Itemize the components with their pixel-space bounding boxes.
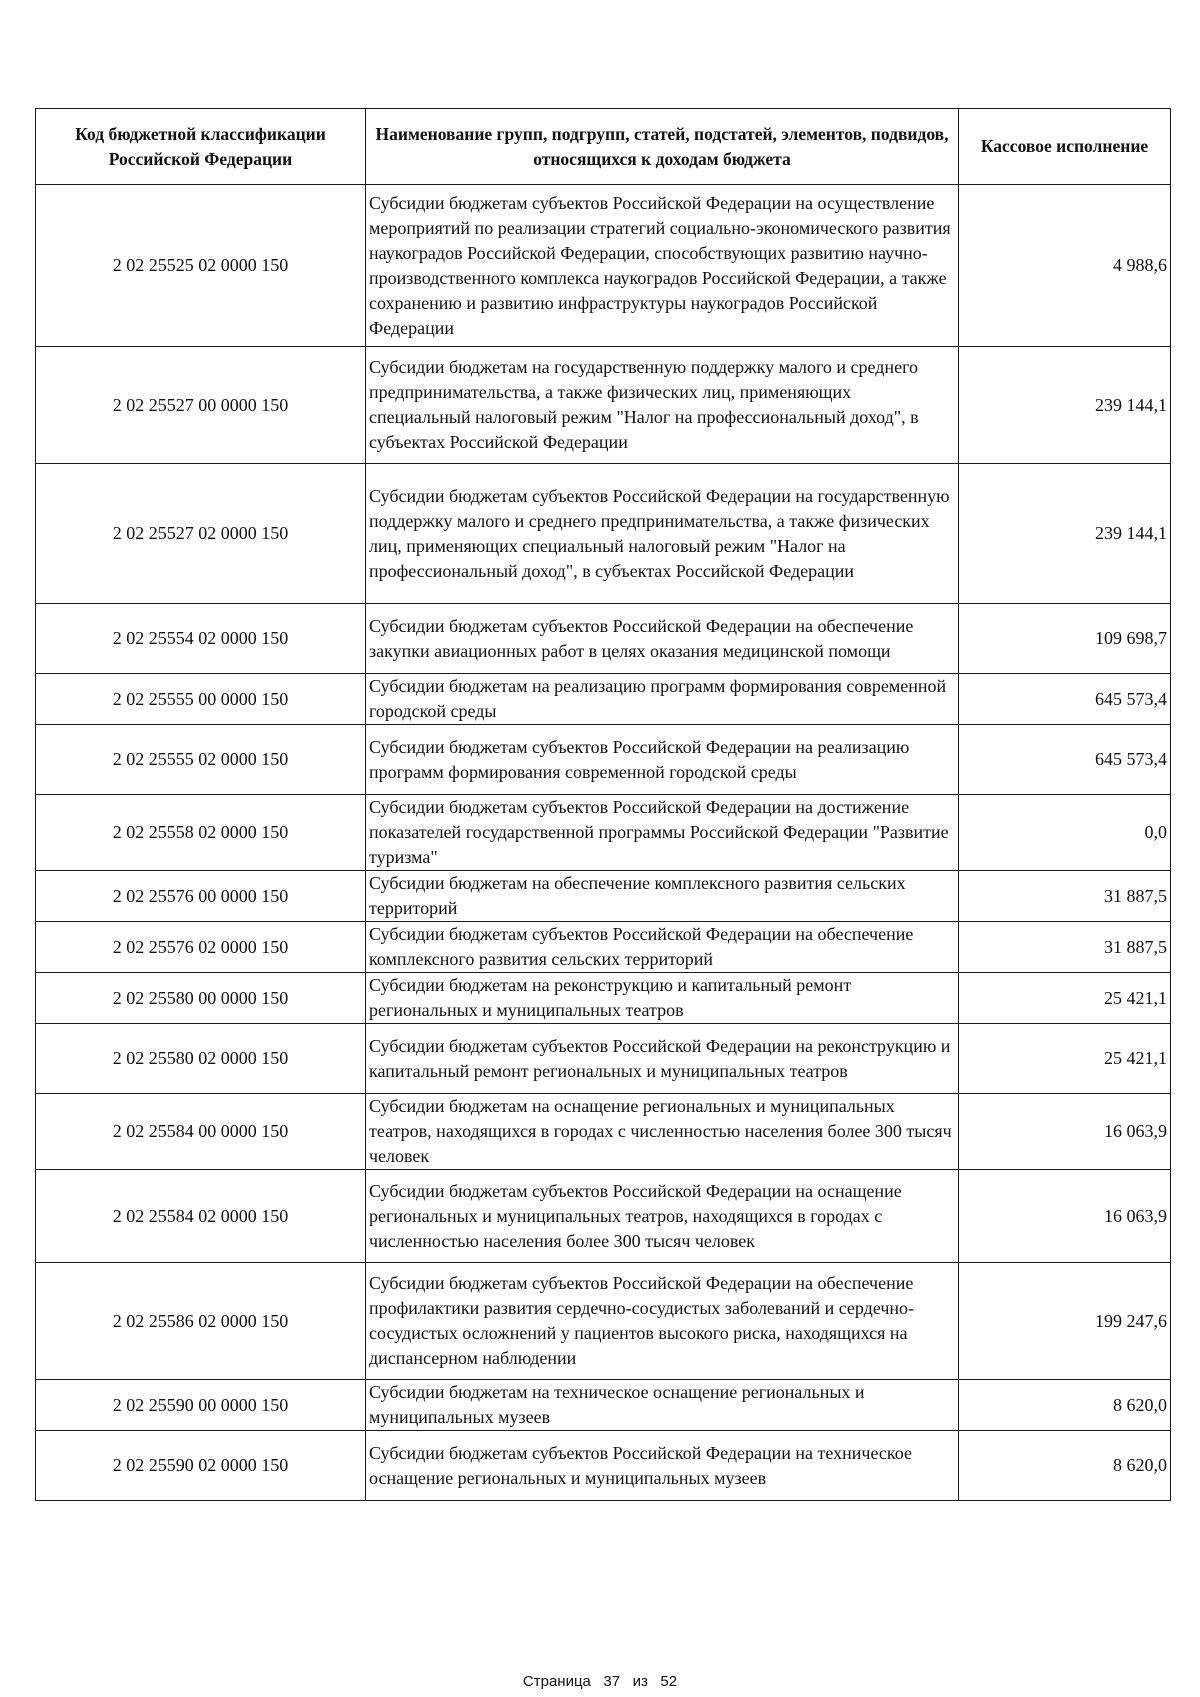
budget-table-container [35, 108, 1170, 1501]
header-code: Код бюджетной классификации Российской Федерации [36, 109, 366, 185]
row-amount-cell: 645 573,4 [959, 674, 1171, 725]
row-amount-cell: 16 063,9 [959, 1094, 1171, 1170]
row-code-cell: 2 02 25558 02 0000 150 [36, 795, 366, 871]
page-of: из [632, 1673, 648, 1690]
row-name-cell: Субсидии бюджетам субъектов Российской Федерации на обеспечение профилактики развития сердечно-сосудистых заболеваний и сердечно-сосудистых осложнений у пациентов высокого риска, находящихся на диспансерном наблюдении [366, 1263, 959, 1380]
row-code-cell: 2 02 25555 02 0000 150 [36, 725, 366, 795]
row-code-cell: 2 02 25580 02 0000 150 [36, 1024, 366, 1094]
row-amount-cell: 16 063,9 [959, 1170, 1171, 1263]
row-code-cell: 2 02 25586 02 0000 150 [36, 1263, 366, 1380]
row-code-cell: 2 02 25525 02 0000 150 [36, 185, 366, 347]
row-amount-cell: 4 988,6 [959, 185, 1171, 347]
row-code-cell: 2 02 25580 00 0000 150 [36, 973, 366, 1024]
row-amount-cell: 8 620,0 [959, 1380, 1171, 1431]
table-row [36, 1431, 1171, 1501]
row-name-cell: Субсидии бюджетам на реализацию программ формирования современной городской среды [366, 674, 959, 725]
row-amount-cell: 25 421,1 [959, 973, 1171, 1024]
row-code-cell: 2 02 25576 00 0000 150 [36, 871, 366, 922]
row-name-cell: Субсидии бюджетам субъектов Российской Федерации на реализацию программ формирования современной городской среды [366, 725, 959, 795]
row-amount-cell: 31 887,5 [959, 871, 1171, 922]
table-row [36, 674, 1171, 725]
table-row [36, 795, 1171, 871]
table-row [36, 464, 1171, 604]
page-current: 37 [603, 1673, 621, 1690]
row-amount-cell: 8 620,0 [959, 1431, 1171, 1501]
row-name-cell: Субсидии бюджетам на государственную поддержку малого и среднего предпринимательства, а также физических лиц, применяющих специальный налоговый режим "Налог на профессиональный доход", в субъектах Российской Федерации [366, 347, 959, 464]
row-code-cell: 2 02 25555 00 0000 150 [36, 674, 366, 725]
row-amount-cell: 31 887,5 [959, 922, 1171, 973]
row-name-cell: Субсидии бюджетам субъектов Российской Федерации на осуществление мероприятий по реализации стратегий социально-экономического развития наукоградов Российской Федерации, способствующих развитию научно-производственного комплекса наукоградов Российской Федерации, а также сохранению и развитию инфраструктуры наукоградов Российской Федерации [366, 185, 959, 347]
table-row [36, 871, 1171, 922]
table-row [36, 347, 1171, 464]
row-code-cell: 2 02 25590 02 0000 150 [36, 1431, 366, 1501]
row-code-cell: 2 02 25527 00 0000 150 [36, 347, 366, 464]
table-row [36, 1263, 1171, 1380]
row-amount-cell: 199 247,6 [959, 1263, 1171, 1380]
row-name-cell: Субсидии бюджетам субъектов Российской Федерации на оснащение региональных и муниципальных театров, находящихся в городах с численностью населения более 300 тысяч человек [366, 1170, 959, 1263]
table-row [36, 1094, 1171, 1170]
table-row [36, 1024, 1171, 1094]
page-footer [0, 1673, 1200, 1690]
row-amount-cell: 109 698,7 [959, 604, 1171, 674]
row-amount-cell: 645 573,4 [959, 725, 1171, 795]
table-row [36, 1170, 1171, 1263]
table-row [36, 604, 1171, 674]
row-code-cell: 2 02 25576 02 0000 150 [36, 922, 366, 973]
table-row [36, 922, 1171, 973]
table-row [36, 1380, 1171, 1431]
row-name-cell: Субсидии бюджетам субъектов Российской Федерации на обеспечение закупки авиационных работ в целях оказания медицинской помощи [366, 604, 959, 674]
row-amount-cell: 239 144,1 [959, 464, 1171, 604]
row-amount-cell: 239 144,1 [959, 347, 1171, 464]
row-name-cell: Субсидии бюджетам субъектов Российской Федерации на обеспечение комплексного развития сельских территорий [366, 922, 959, 973]
header-name: Наименование групп, подгрупп, статей, подстатей, элементов, подвидов, относящихся к доходам бюджета [366, 109, 959, 185]
row-name-cell: Субсидии бюджетам субъектов Российской Федерации на государственную поддержку малого и среднего предпринимательства, а также физических лиц, применяющих специальный налоговый режим "Налог на профессиональный доход", в субъектах Российской Федерации [366, 464, 959, 604]
budget-table [35, 108, 1171, 1501]
header-amount: Кассовое исполнение [959, 109, 1171, 185]
row-name-cell: Субсидии бюджетам на техническое оснащение региональных и муниципальных музеев [366, 1380, 959, 1431]
row-name-cell: Субсидии бюджетам на обеспечение комплексного развития сельских территорий [366, 871, 959, 922]
row-name-cell: Субсидии бюджетам субъектов Российской Федерации на реконструкцию и капитальный ремонт региональных и муниципальных театров [366, 1024, 959, 1094]
row-code-cell: 2 02 25584 00 0000 150 [36, 1094, 366, 1170]
row-amount-cell: 0,0 [959, 795, 1171, 871]
row-name-cell: Субсидии бюджетам на оснащение региональных и муниципальных театров, находящихся в городах с численностью населения более 300 тысяч человек [366, 1094, 959, 1170]
page-label: Страница [522, 1673, 591, 1690]
row-code-cell: 2 02 25527 02 0000 150 [36, 464, 366, 604]
table-row [36, 725, 1171, 795]
row-code-cell: 2 02 25554 02 0000 150 [36, 604, 366, 674]
row-name-cell: Субсидии бюджетам на реконструкцию и капитальный ремонт региональных и муниципальных театров [366, 973, 959, 1024]
row-name-cell: Субсидии бюджетам субъектов Российской Федерации на достижение показателей государственной программы Российской Федерации "Развитие туризма" [366, 795, 959, 871]
row-amount-cell: 25 421,1 [959, 1024, 1171, 1094]
table-row [36, 185, 1171, 347]
row-name-cell: Субсидии бюджетам субъектов Российской Федерации на техническое оснащение региональных и муниципальных музеев [366, 1431, 959, 1501]
table-row [36, 973, 1171, 1024]
table-header-row [36, 109, 1171, 185]
row-code-cell: 2 02 25590 00 0000 150 [36, 1380, 366, 1431]
page-total: 52 [660, 1673, 678, 1690]
row-code-cell: 2 02 25584 02 0000 150 [36, 1170, 366, 1263]
